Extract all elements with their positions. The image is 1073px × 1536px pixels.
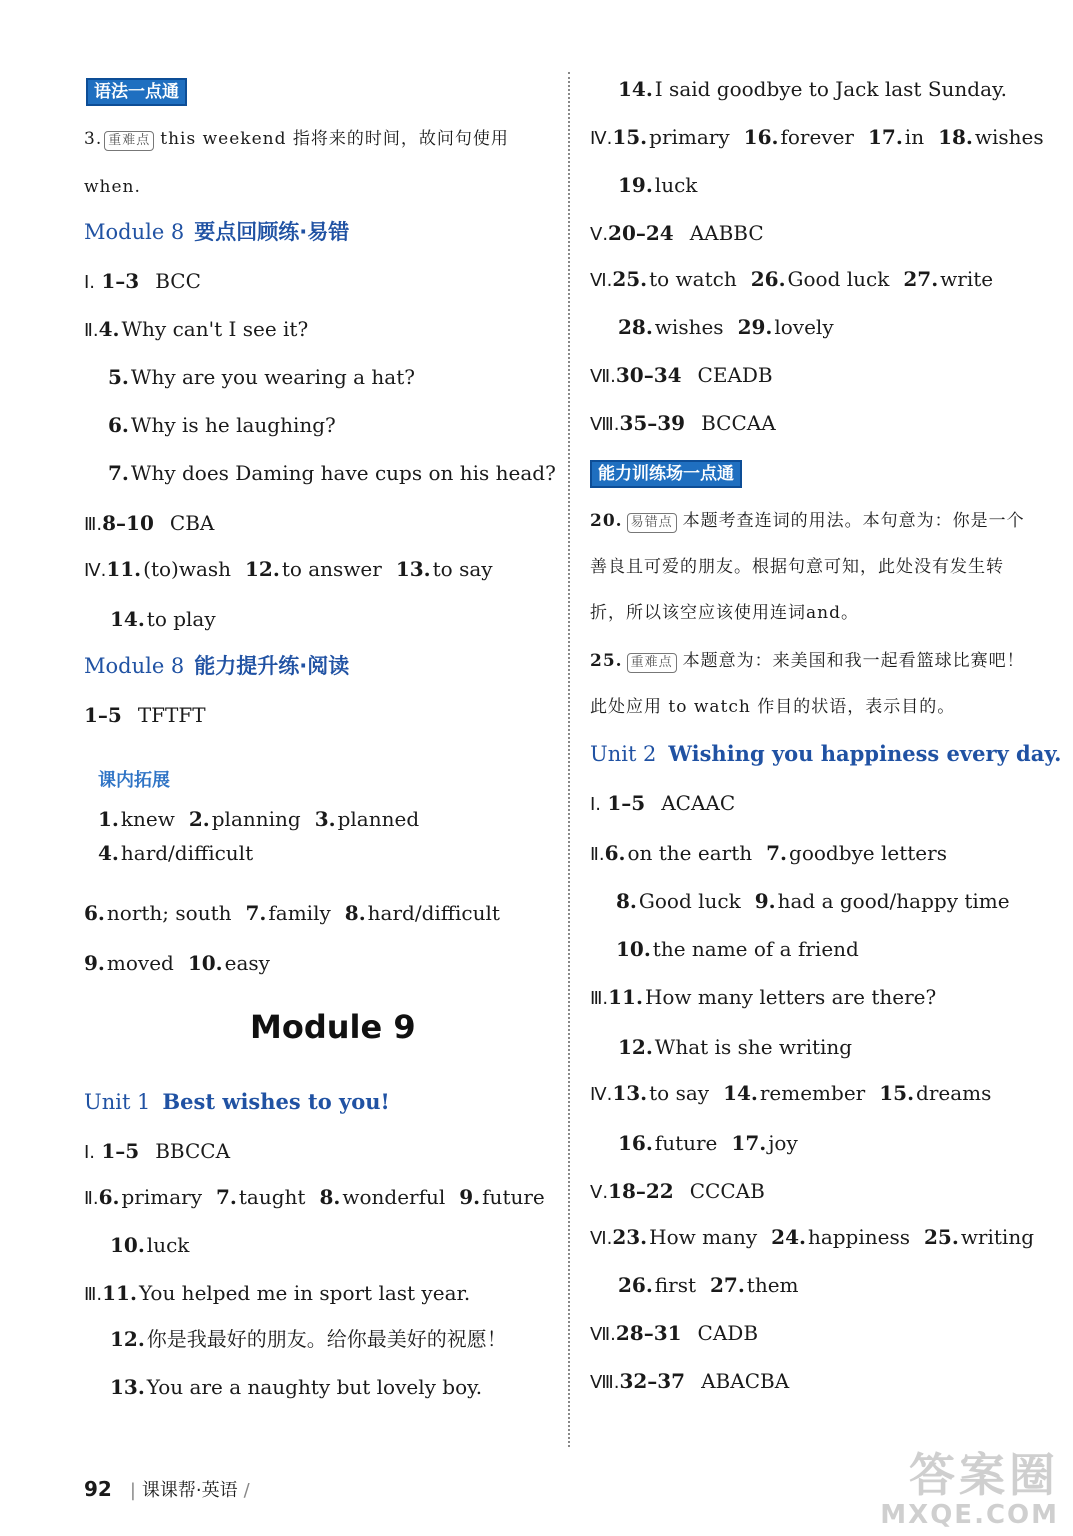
answer-line: 5. Why are you wearing a hat? xyxy=(108,365,415,389)
answer-line: 10. luck xyxy=(110,1233,190,1257)
answer-line: 6. north; south 7. family 8. hard/difficult xyxy=(84,901,500,925)
answer-line: Ⅱ.4. Why can't I see it? xyxy=(84,317,309,341)
note-25-cont: 此处应用 to watch 作目的状语，表示目的。 xyxy=(590,697,956,717)
answer-line: Ⅴ.20–24 AABBC xyxy=(590,221,764,245)
keypoint-badge: 重难点 xyxy=(104,131,154,151)
answer-line: 6. Why is he laughing? xyxy=(108,413,336,437)
answer-line: Ⅳ.15. primary 16. forever 17. in 18. wishes xyxy=(590,125,1044,149)
answer-line: 16. future 17. joy xyxy=(618,1131,798,1155)
unit-2-heading: Unit 2 Wishing you happiness every day. xyxy=(590,741,1062,766)
answer-line: Ⅲ.11. How many letters are there? xyxy=(590,985,937,1009)
answer-line: 19. luck xyxy=(618,173,698,197)
answer-line: Ⅷ.32–37 ABACBA xyxy=(590,1369,790,1393)
answer-line: Ⅶ.28–31 CADB xyxy=(590,1321,759,1345)
answer-line: 4. hard/difficult xyxy=(98,841,254,865)
answer-line: 1–5 TFTFT xyxy=(84,703,206,727)
answer-line: Ⅵ.23. How many 24. happiness 25. writing xyxy=(590,1225,1035,1249)
answer-line: Ⅰ. 1–5 BBCCA xyxy=(84,1139,231,1163)
answer-line: Ⅰ. 1–5 ACAAC xyxy=(590,791,736,815)
module-8-reading-heading xyxy=(84,652,349,680)
answer-line: Ⅵ.25. to watch 26. Good luck 27. write xyxy=(590,267,994,291)
unit-1-heading: Unit 1 Best wishes to you! xyxy=(84,1089,390,1114)
note-25: 25. 重难点 本题意为：来美国和我一起看篮球比赛吧！ xyxy=(590,651,1025,671)
module-title: 要点回顾练·易错 xyxy=(194,220,350,244)
module-9-title: Module 9 xyxy=(250,1008,416,1046)
answer-line: Ⅱ.6. primary 7. taught 8. wonderful 9. future xyxy=(84,1185,545,1209)
module-8-review-heading xyxy=(84,218,349,246)
keypoint-badge: 重难点 xyxy=(627,653,677,673)
note-20-cont: 折，所以该空应该使用连词and。 xyxy=(590,603,859,623)
answer-line: 10. the name of a friend xyxy=(616,937,859,961)
answer-line: Ⅳ.11. (to)wash 12. to answer 13. to say xyxy=(84,557,493,581)
answer-line: Ⅳ.13. to say 14. remember 15. dreams xyxy=(590,1081,992,1105)
book-title: 课课帮·英语 xyxy=(141,1480,238,1501)
answer-line: 28. wishes 29. lovely xyxy=(618,315,834,339)
note-20: 20. 易错点 本题考查连词的用法。本句意为：你是一个 xyxy=(590,511,1025,531)
module-label: Module 8 xyxy=(84,654,185,678)
note-3 xyxy=(84,126,509,152)
answer-line: 14. I said goodbye to Jack last Sunday. xyxy=(618,77,1008,101)
answer-line: 12. What is she writing xyxy=(618,1035,853,1059)
section-tag-ability: 能力训练场一点通 xyxy=(590,460,742,488)
subsection-extension: 课内拓展 xyxy=(98,770,170,791)
answer-line: 13. You are a naughty but lovely boy. xyxy=(110,1375,483,1399)
note-number: 3. xyxy=(84,129,103,149)
page-footer: 92 | 课课帮·英语 / xyxy=(84,1477,250,1501)
answer-line: Ⅷ.35–39 BCCAA xyxy=(590,411,776,435)
module-label: Module 8 xyxy=(84,220,185,244)
note-3-cont: when. xyxy=(84,177,141,197)
column-divider xyxy=(568,72,570,1447)
answer-line: 8. Good luck 9. had a good/happy time xyxy=(616,889,1010,913)
answer-line: Ⅰ. 1–3 BCC xyxy=(84,269,201,293)
answer-line: 7. Why does Daming have cups on his head? xyxy=(108,461,556,485)
answer-line: 1. knew 2. planning 3. planned xyxy=(98,807,420,831)
answer-line: 9. moved 10. easy xyxy=(84,951,270,975)
module-title: 能力提升练·阅读 xyxy=(194,654,350,678)
page-number: 92 xyxy=(84,1477,112,1501)
watermark: 答案圈 MXQE.COM xyxy=(880,1448,1059,1530)
section-tag-grammar: 语法一点通 xyxy=(86,78,187,106)
answer-line: Ⅲ.11. You helped me in sport last year. xyxy=(84,1281,471,1305)
answer-line: Ⅲ.8–10 CBA xyxy=(84,511,215,535)
answer-line: 12. 你是我最好的朋友。给你最美好的祝愿！ xyxy=(110,1327,507,1351)
answer-line: 14. to play xyxy=(110,607,216,631)
answer-line: Ⅱ.6. on the earth 7. goodbye letters xyxy=(590,841,947,865)
note-20-cont: 善良且可爱的朋友。根据句意可知，此处没有发生转 xyxy=(590,557,1004,577)
answer-line: Ⅴ.18–22 CCCAB xyxy=(590,1179,765,1203)
keypoint-badge: 易错点 xyxy=(627,513,677,533)
note-text: this weekend 指将来的时间，故问句使用 xyxy=(160,129,509,149)
answer-line: 26. first 27. them xyxy=(618,1273,799,1297)
answer-line: Ⅶ.30–34 CEADB xyxy=(590,363,773,387)
